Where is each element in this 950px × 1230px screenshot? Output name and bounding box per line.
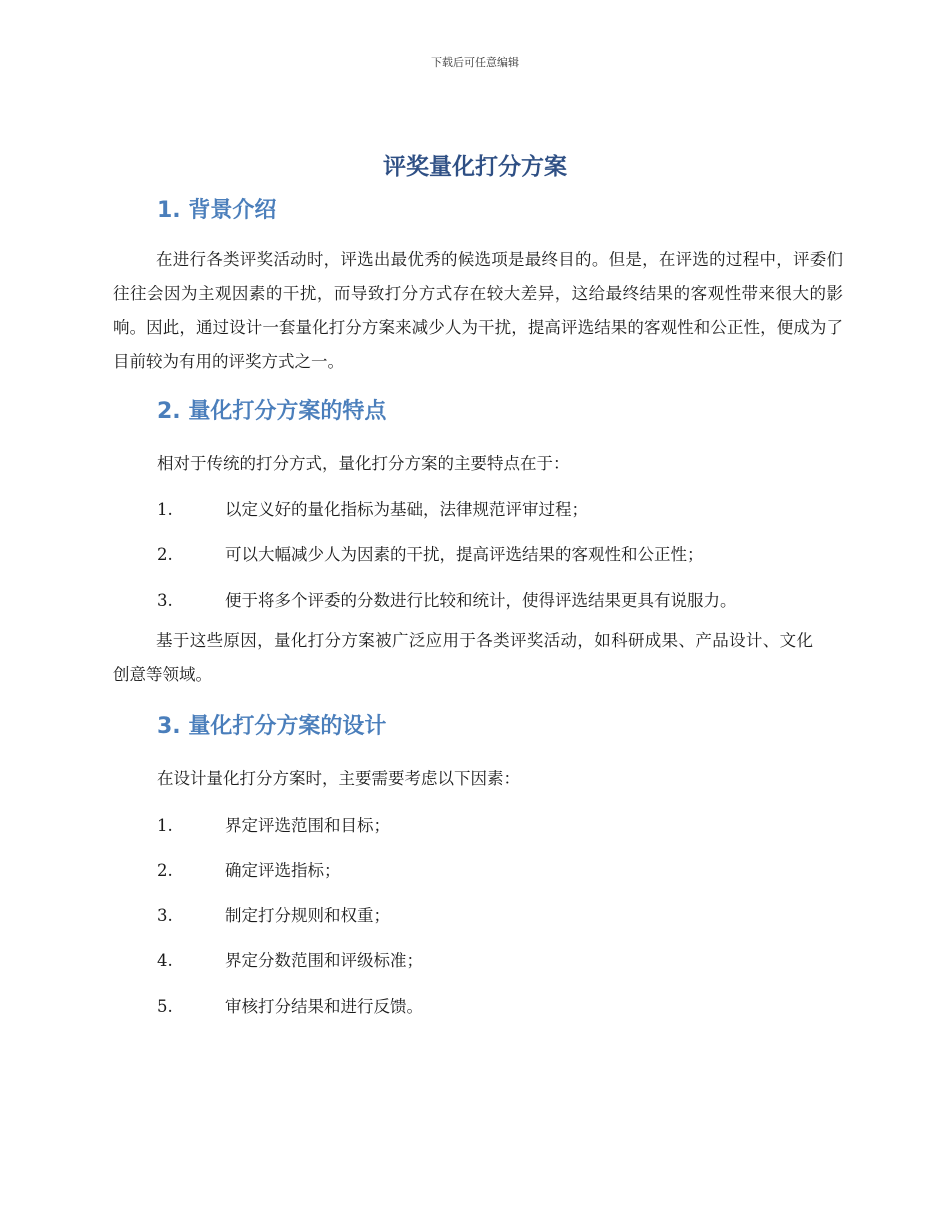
list-item-number: 1. [157, 500, 173, 519]
list-item [157, 496, 588, 520]
background-paragraph: 在进行各类评奖活动时，评选出最优秀的候选项是最终目的。但是，在评选的过程中，评委们往往会因为主观因素的干扰，而导致打分方式存在较大差异，这给最终结果的客观性带来很大的影响。因此，通过设计一套量化打分方案来减少人为干扰，提高评选结果的客观性和公正性，便成为了目前较为有用的评奖方式之一。 [113, 250, 843, 371]
list-item-text: 确定评选指标； [225, 861, 341, 880]
list-item-number: 2. [157, 861, 173, 880]
list-item-number: 3. [157, 906, 173, 925]
list-item [157, 947, 423, 971]
list-item-text: 界定分数范围和评级标准； [225, 951, 423, 970]
list-item-text: 便于将多个评委的分数进行比较和统计，使得评选结果更具有说服力。 [225, 591, 737, 610]
list-item [157, 902, 390, 926]
section-heading-design: 3. 量化打分方案的设计 [157, 714, 387, 739]
list-item [157, 993, 423, 1017]
list-item-number: 3. [157, 591, 173, 610]
list-item [157, 587, 737, 611]
features-intro: 相对于传统的打分方式，量化打分方案的主要特点在于： [157, 454, 570, 473]
list-item [157, 857, 341, 881]
list-item-text: 制定打分规则和权重； [225, 906, 390, 925]
list-item-number: 1. [157, 816, 173, 835]
document-title: 评奖量化打分方案 [383, 154, 567, 180]
list-item-text: 以定义好的量化指标为基础，法律规范评审过程； [225, 500, 588, 519]
list-item-number: 2. [157, 545, 173, 564]
list-item-text: 审核打分结果和进行反馈。 [225, 997, 423, 1016]
list-item [157, 812, 390, 836]
list-item-text: 界定评选范围和目标； [225, 816, 390, 835]
section-heading-background: 1. 背景介绍 [157, 198, 277, 223]
list-item-number: 4. [157, 951, 173, 970]
list-item-number: 5. [157, 997, 173, 1016]
page-header-note: 下载后可任意编辑 [431, 56, 519, 69]
design-intro: 在设计量化打分方案时，主要需要考虑以下因素： [157, 769, 520, 788]
list-item-text: 可以大幅减少人为因素的干扰，提高评选结果的客观性和公正性； [225, 545, 704, 564]
section-heading-features: 2. 量化打分方案的特点 [157, 399, 387, 424]
list-item [157, 541, 704, 565]
features-closing-paragraph: 基于这些原因，量化打分方案被广泛应用于各类评奖活动，如科研成果、产品设计、文化创意等领域。 [113, 631, 813, 684]
